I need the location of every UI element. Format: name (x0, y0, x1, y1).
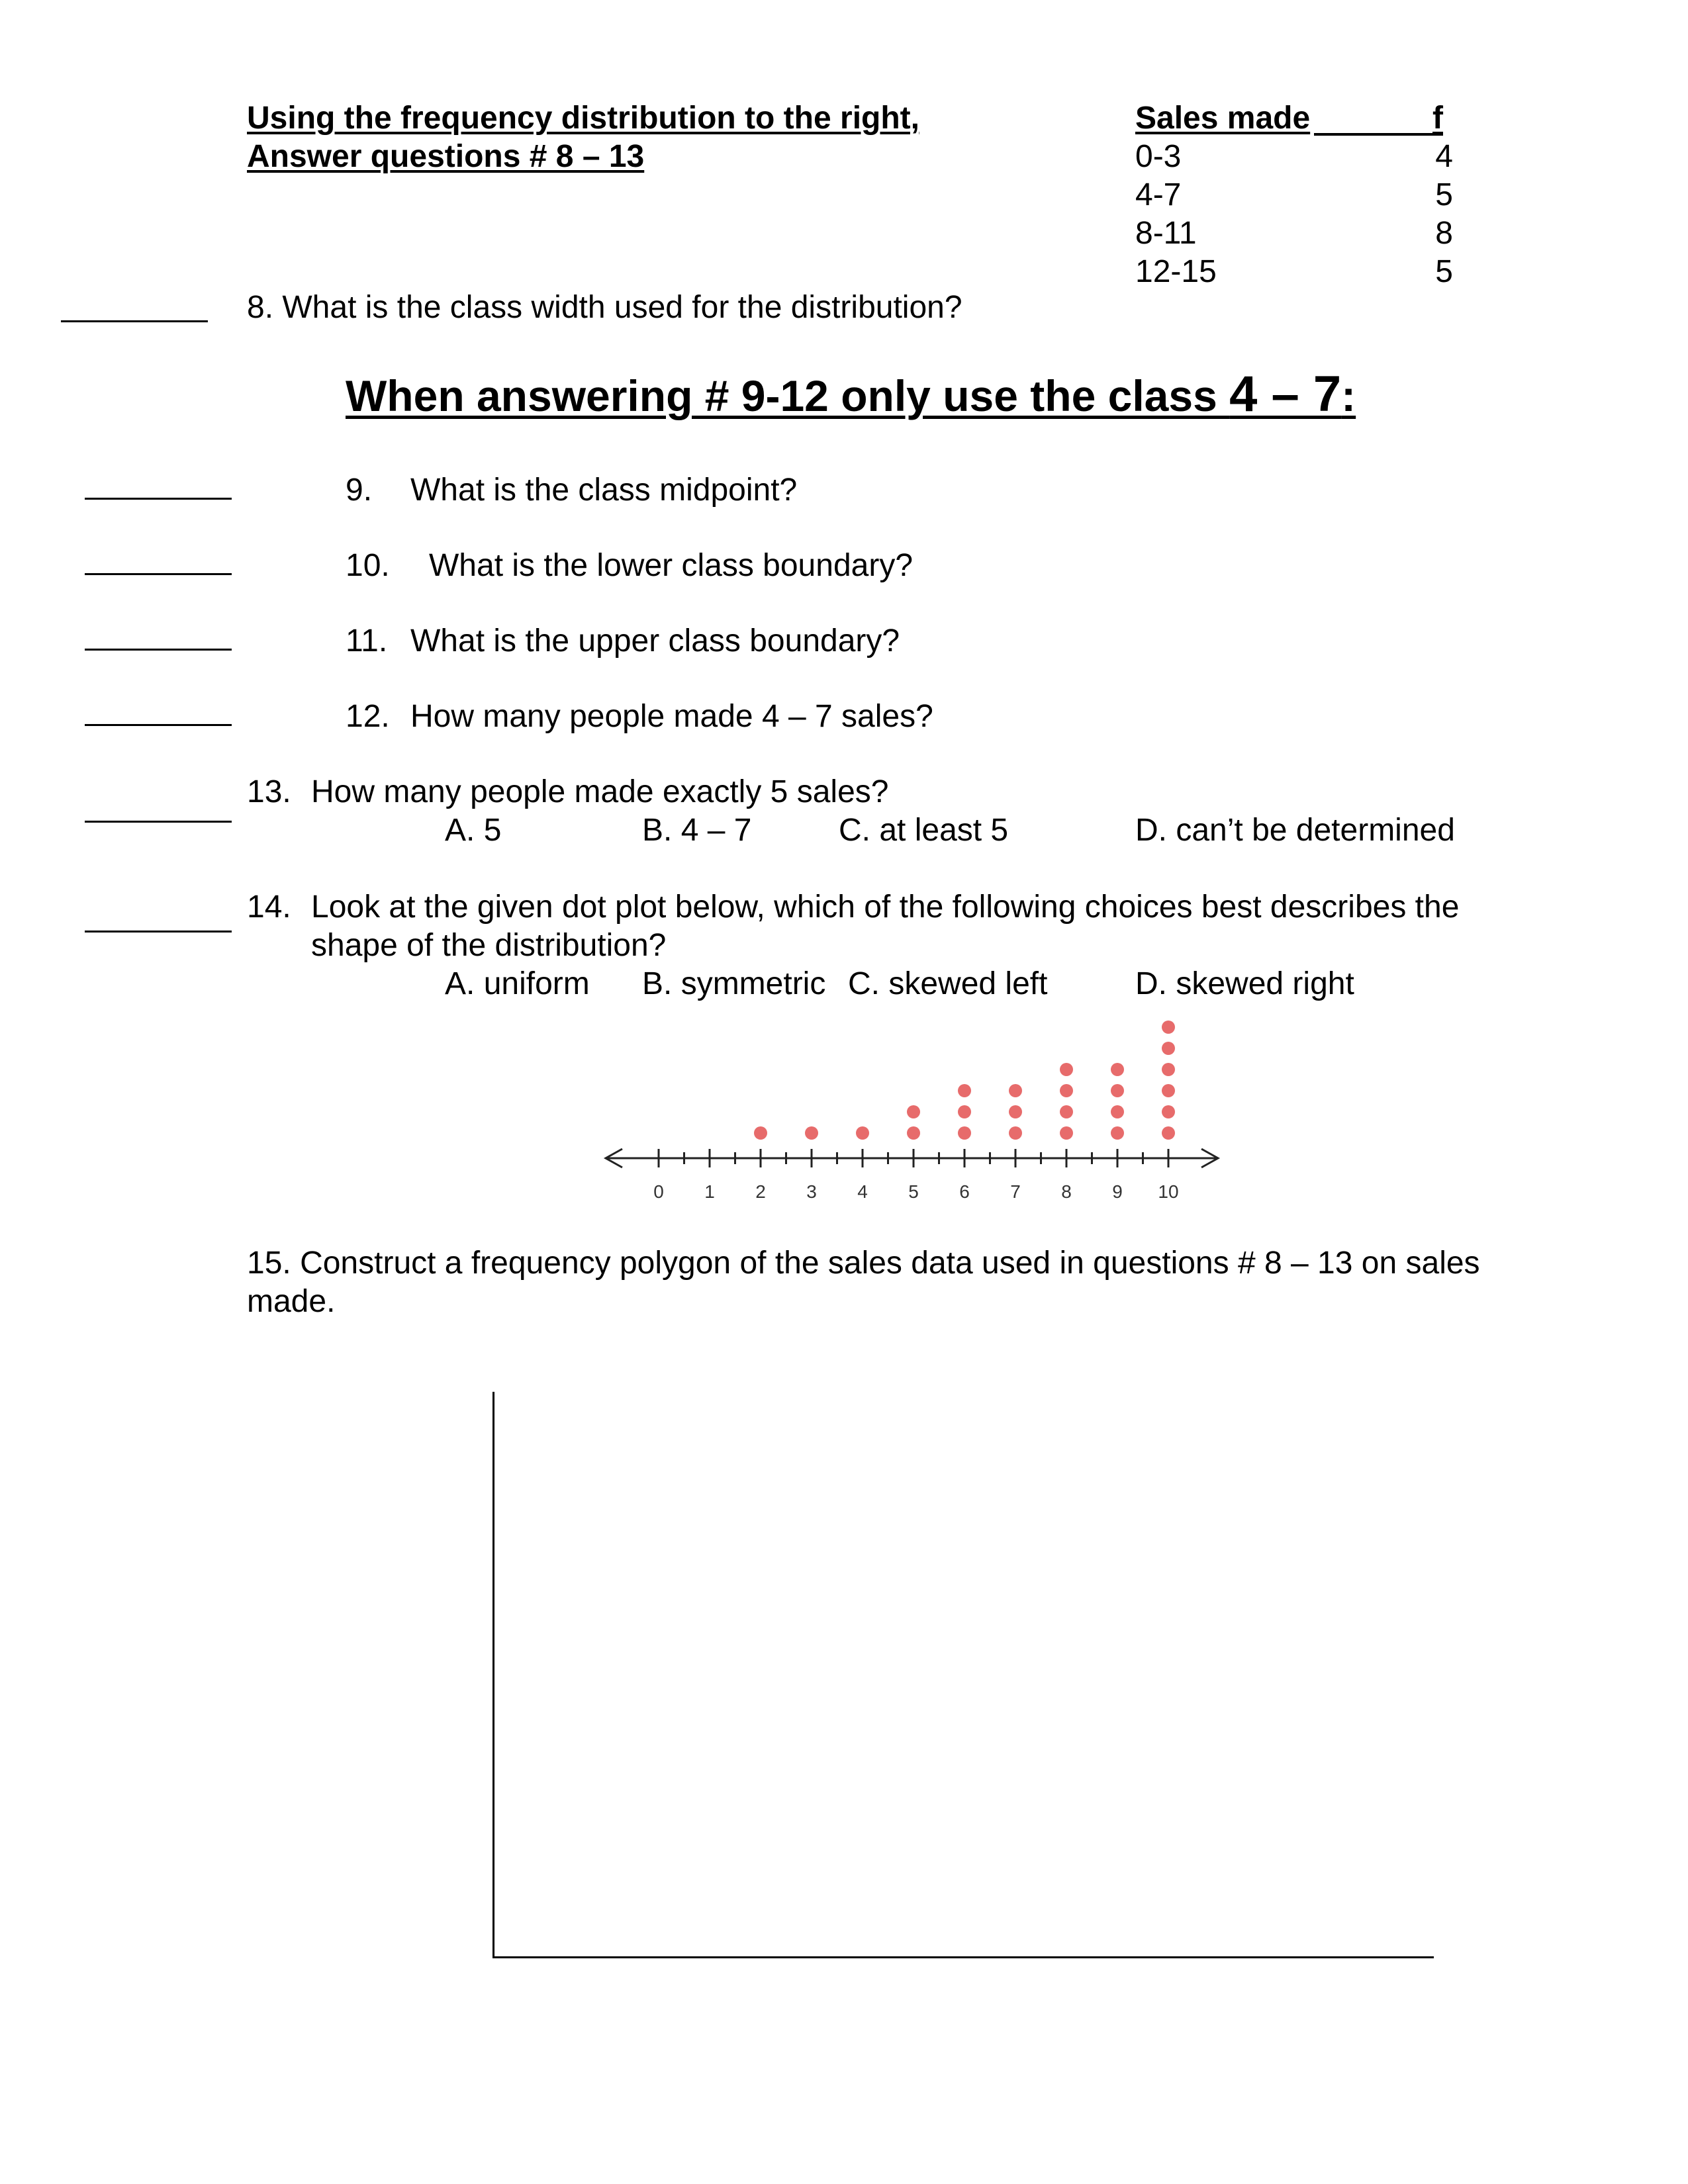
section-heading (346, 365, 1356, 423)
dot-plot-dot (1111, 1105, 1124, 1118)
question-14-text-line-1: Look at the given dot plot below, which of the following choices best describes the (311, 889, 1460, 925)
question-10-text: What is the lower class boundary? (429, 548, 914, 583)
q13-choice-d[interactable]: D. can’t be determined (1135, 813, 1455, 848)
question-9-text: What is the class midpoint? (410, 473, 798, 508)
heading-colon: : (1341, 371, 1356, 420)
dot-plot-dot (1060, 1063, 1073, 1076)
q13-choice-a[interactable]: A. 5 (445, 813, 502, 848)
dot-plot-dot (1111, 1084, 1124, 1097)
table-header-freq: f (1432, 101, 1443, 136)
dot-plot-dot (805, 1126, 818, 1140)
graph-x-axis (492, 1956, 1434, 1958)
question-13-number: 13. (247, 774, 291, 809)
dot-plot-dot (1060, 1105, 1073, 1118)
table-row-class: 12-15 (1135, 254, 1217, 289)
dot-plot-dot (958, 1126, 971, 1140)
dot-plot-tick-label: 4 (857, 1181, 868, 1202)
intro-line-2: Answer questions # 8 – 13 (247, 139, 645, 174)
heading-text: When answering # 9-12 only use the class (346, 371, 1230, 420)
dot-plot-dot (856, 1126, 869, 1140)
question-12-text: How many people made 4 – 7 sales? (410, 699, 933, 734)
table-header-class: Sales made (1135, 101, 1311, 136)
dot-plot-tick-label: 1 (704, 1181, 715, 1202)
dot-plot-tick-label: 7 (1010, 1181, 1021, 1202)
dot-plot-tick-label: 2 (755, 1181, 766, 1202)
question-15-line-2: made. (247, 1284, 336, 1319)
answer-blank-q9[interactable] (85, 498, 232, 500)
question-8: 8. What is the class width used for the distribution? (247, 290, 962, 325)
question-12-number: 12. (346, 699, 390, 734)
dot-plot-dot (1162, 1042, 1175, 1055)
question-9-number: 9. (346, 473, 373, 508)
q14-choice-a[interactable]: A. uniform (445, 966, 590, 1001)
table-row-class: 8-11 (1135, 216, 1197, 251)
dot-plot-dot (1009, 1084, 1022, 1097)
q14-choice-d[interactable]: D. skewed right (1135, 966, 1354, 1001)
question-13-text: How many people made exactly 5 sales? (311, 774, 889, 809)
question-14-number: 14. (247, 889, 291, 925)
table-row-class: 0-3 (1135, 139, 1182, 174)
answer-blank-q12[interactable] (85, 724, 232, 726)
answer-blank-q14[interactable] (85, 931, 232, 933)
table-row-freq: 8 (1435, 216, 1453, 251)
dot-plot-dot (907, 1105, 920, 1118)
table-row-freq: 5 (1435, 254, 1453, 289)
dot-plot-dot (754, 1126, 767, 1140)
answer-blank-q10[interactable] (85, 573, 232, 575)
dot-plot-dot (958, 1084, 971, 1097)
dot-plot-tick-label: 10 (1158, 1181, 1179, 1202)
dot-plot-tick-label: 5 (908, 1181, 919, 1202)
q13-choice-b[interactable]: B. 4 – 7 (642, 813, 752, 848)
dot-plot-tick-label: 3 (806, 1181, 817, 1202)
question-10-number: 10. (346, 548, 390, 583)
dot-plot-dot (1111, 1063, 1124, 1076)
table-row-freq: 5 (1435, 177, 1453, 212)
answer-blank-q11[interactable] (85, 649, 232, 651)
question-15-line-1: 15. Construct a frequency polygon of the sales data used in questions # 8 – 13 on sales (247, 1246, 1480, 1281)
answer-blank-q13[interactable] (85, 821, 232, 823)
intro-line-1: Using the frequency distribution to the right, (247, 101, 919, 136)
dot-plot-tick-label: 9 (1112, 1181, 1123, 1202)
dot-plot-dot (907, 1126, 920, 1140)
table-row-freq: 4 (1435, 139, 1453, 174)
dot-plot-tick-label: 8 (1061, 1181, 1072, 1202)
dot-plot-dot (1009, 1126, 1022, 1140)
heading-class: 4 – 7 (1229, 366, 1342, 422)
graph-y-axis (492, 1392, 494, 1958)
dot-plot-dot (1162, 1021, 1175, 1034)
dot-plot-dot (1060, 1126, 1073, 1140)
dot-plot-tick-label: 0 (653, 1181, 664, 1202)
dot-plot-tick-label: 6 (959, 1181, 970, 1202)
dot-plot-dot (958, 1105, 971, 1118)
dot-plot-dot (1009, 1105, 1022, 1118)
table-row-class: 4-7 (1135, 177, 1182, 212)
dot-plot-dot (1162, 1126, 1175, 1140)
dot-plot-dot (1162, 1063, 1175, 1076)
q14-choice-b[interactable]: B. symmetric (642, 966, 826, 1001)
question-11-text: What is the upper class boundary? (410, 623, 900, 659)
answer-blank-q8[interactable] (61, 320, 208, 322)
question-11-number: 11. (346, 623, 388, 659)
dot-plot-dot (1162, 1084, 1175, 1097)
question-14-text-line-2: shape of the distribution? (311, 928, 667, 963)
dot-plot-dot (1162, 1105, 1175, 1118)
q14-choice-c[interactable]: C. skewed left (848, 966, 1048, 1001)
frequency-table (1135, 99, 1453, 298)
q13-choice-c[interactable]: C. at least 5 (839, 813, 1009, 848)
dot-plot-dot (1111, 1126, 1124, 1140)
dot-plot (596, 1013, 1231, 1211)
dot-plot-dot (1060, 1084, 1073, 1097)
